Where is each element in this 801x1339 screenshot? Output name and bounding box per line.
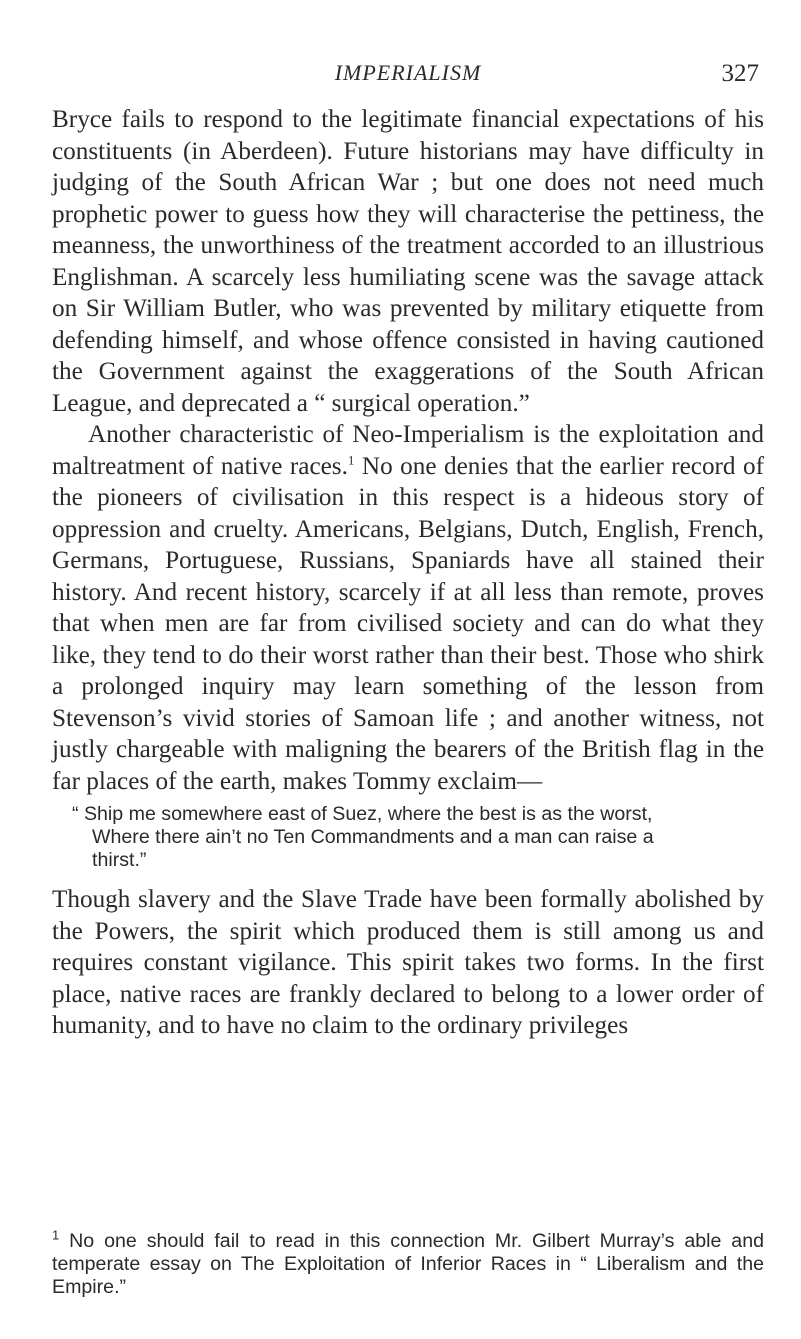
footnote-text: No one should fail to read in this connection Mr. Gilbert Murray’s able and temperate essay on The Exploitation of Inferior Races in “ Liberalism and the Empire.” (52, 1230, 764, 1298)
paragraph-2-text-b: No one denies that the earlier record of the pioneers of civilisation in this respect is a hideous story of oppression and cruelty. Americans, Belgians, Dutch, English, French, Germans, Portuguese, Russians, Spaniards have all stained their history. And recent history, scarcely if at all less than remote, proves that when men are far from civilised society and can do what they like, they tend to do their worst rather than their best. Those who shirk a prolonged inquiry may learn something of the lesson from Stevenson’s vivid stories of Samoan life ; and another witness, not justly chargeable with maligning the bearers of the British flag in the far places of the earth, makes Tommy exclaim— (52, 452, 764, 795)
running-head (0, 60, 801, 90)
footnote-reference: 1 (347, 452, 355, 468)
quote-line-3: thirst.” (92, 849, 147, 871)
footnote (52, 1227, 764, 1299)
paragraph-2-text-a: Another characteristic of Neo-Imperialism is the exploitation and maltreatment of native races. (52, 421, 764, 480)
quote-line-1: “ Ship me somewhere east of Suez, where the best is as the worst, (72, 803, 653, 825)
quote-line-2: Where there ain’t no Ten Commandments and a man can raise a (92, 826, 654, 848)
verse-quotation (52, 803, 764, 872)
page-number: 327 (721, 60, 759, 87)
paragraph-2 (52, 419, 764, 797)
running-title: IMPERIALISM (334, 60, 482, 85)
paragraph-1: Bryce fails to respond to the legitimate financial expectations of his constituents (in Aberdeen). Future historians may have difficulty in judging of the South African War ; but one does not need much prophetic power to guess how they will characterise the pettiness, the meanness, the unworthiness of the treatment accorded to an illustrious Englishman. A scarcely less humiliating scene was the savage attack on Sir William Butler, who was prevented by military etiquette from defending himself, and whose offence consisted in having cautioned the Government against the exaggerations of the South African League, and deprecated a “ surgical operation.” (52, 106, 764, 417)
paragraph-3: Though slavery and the Slave Trade have been formally abolished by the Powers, the spirit which produced them is still among us and requires constant vigilance. This spirit takes two forms. In the first place, native races are frankly declared to belong to a lower order of humanity, and to have no claim to the ordinary privileges (52, 886, 764, 1039)
body-text (52, 104, 764, 1042)
footnote-mark: 1 (52, 1227, 60, 1243)
